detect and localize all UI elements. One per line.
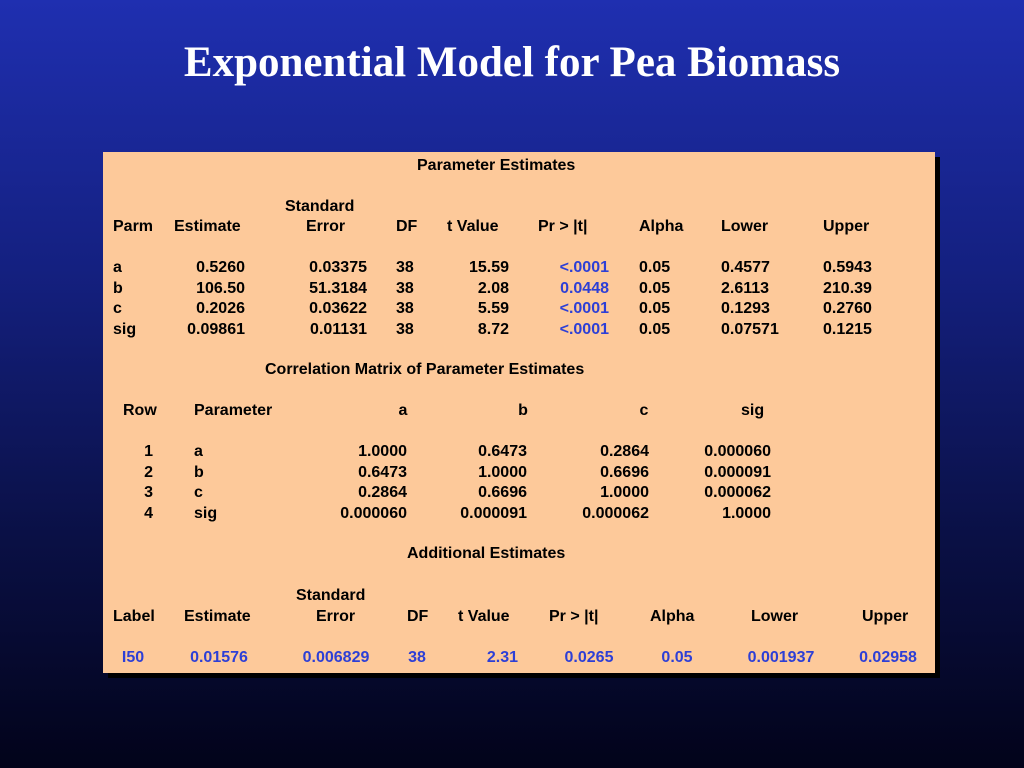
cm-cell-c: 0.6696 bbox=[600, 463, 649, 481]
cm-header-c: c bbox=[639, 402, 649, 419]
pe-cell-error: 0.01131 bbox=[310, 320, 367, 338]
cm-cell-sig: 0.000062 bbox=[704, 484, 771, 501]
pe-cell-error: 51.3184 bbox=[309, 279, 367, 297]
ae-cell-error: 0.006829 bbox=[302, 649, 370, 666]
pe-cell-alpha: 0.05 bbox=[639, 259, 671, 276]
cm-cell-parameter: c bbox=[194, 484, 203, 501]
ae-cell-parm: I50 bbox=[121, 649, 145, 666]
cm-cell-b: 0.6473 bbox=[478, 443, 527, 460]
cm-cell-c: 1.0000 bbox=[600, 484, 649, 501]
pe-cell-alpha: 0.05 bbox=[639, 320, 671, 338]
pe-header-upper: Upper bbox=[823, 218, 870, 235]
pe-cell-tvalue: 5.59 bbox=[477, 300, 509, 317]
cm-header-a: a bbox=[398, 402, 408, 419]
cm-cell-parameter: sig bbox=[194, 504, 218, 522]
pe-header-standard: Standard bbox=[285, 198, 355, 215]
cm-cell-c: 0.000062 bbox=[582, 504, 649, 522]
pe-cell-estimate: 0.09861 bbox=[187, 320, 245, 338]
ae-header-alpha: Alpha bbox=[650, 608, 695, 625]
pe-cell-estimate: 0.5260 bbox=[196, 259, 245, 276]
cm-cell-a: 1.0000 bbox=[358, 443, 407, 460]
pe-cell-lower: 0.1293 bbox=[721, 300, 770, 317]
cm-header-parameter: Parameter bbox=[194, 402, 273, 419]
pe-cell-lower: 0.4577 bbox=[721, 259, 770, 276]
pe-cell-df: 38 bbox=[396, 300, 414, 317]
cm-cell-sig: 0.000060 bbox=[704, 443, 771, 460]
pe-header-prob: Pr > |t| bbox=[538, 218, 588, 235]
ae-header-df: DF bbox=[407, 608, 429, 625]
cm-cell-b: 0.000091 bbox=[460, 504, 527, 522]
ae-cell-upper: 0.02958 bbox=[859, 649, 917, 666]
cm-cell-c: 0.2864 bbox=[600, 443, 649, 460]
pe-cell-error: 0.03375 bbox=[309, 259, 367, 276]
cm-cell-a: 0.2864 bbox=[358, 484, 407, 501]
ae-header-standard: Standard bbox=[296, 587, 366, 604]
pe-cell-parm: a bbox=[113, 259, 122, 276]
pe-cell-lower: 2.6113 bbox=[721, 279, 770, 297]
ae-cell-lower: 0.001937 bbox=[747, 649, 815, 666]
ae-header-lower: Lower bbox=[751, 608, 799, 625]
cm-cell-row: 2 bbox=[144, 463, 153, 481]
cm-cell-sig: 0.000091 bbox=[704, 463, 771, 481]
sas-output-panel bbox=[103, 152, 935, 673]
pe-cell-upper: 0.5943 bbox=[823, 259, 872, 276]
cm-header-sig: sig bbox=[741, 402, 765, 419]
pe-cell-estimate: 0.2026 bbox=[196, 300, 245, 317]
pe-cell-upper: 0.2760 bbox=[823, 300, 872, 317]
ae-cell-df: 38 bbox=[408, 649, 426, 666]
pe-cell-alpha: 0.05 bbox=[639, 279, 671, 297]
cm-cell-b: 1.0000 bbox=[478, 463, 527, 481]
slide-title: Exponential Model for Pea Biomass bbox=[183, 39, 841, 86]
ae-header-estimate: Estimate bbox=[184, 608, 251, 625]
cm-cell-parameter: a bbox=[194, 443, 203, 460]
cm-cell-parameter: b bbox=[194, 463, 204, 481]
pe-cell-prob: <.0001 bbox=[559, 320, 609, 338]
ae-header-upper: Upper bbox=[862, 608, 909, 625]
pe-header-estimate: Estimate bbox=[174, 218, 241, 235]
pe-cell-estimate: 106.50 bbox=[196, 279, 245, 297]
pe-header-lower: Lower bbox=[721, 218, 769, 235]
cm-cell-row: 3 bbox=[144, 484, 153, 501]
pe-cell-df: 38 bbox=[396, 279, 414, 297]
ae-header-error: Error bbox=[316, 608, 356, 625]
pe-header-parm: Parm bbox=[113, 218, 154, 235]
ae-cell-alpha: 0.05 bbox=[661, 649, 693, 666]
cm-cell-sig: 1.0000 bbox=[722, 504, 771, 522]
pe-header-df: DF bbox=[396, 218, 418, 235]
pe-cell-tvalue: 8.72 bbox=[477, 320, 509, 338]
cm-cell-row: 4 bbox=[144, 504, 153, 522]
cm-header-b: b bbox=[518, 402, 528, 419]
additional-estimates-heading: Additional Estimates bbox=[407, 545, 566, 562]
pe-cell-df: 38 bbox=[396, 259, 414, 276]
ae-cell-prob: 0.0265 bbox=[564, 649, 614, 666]
pe-cell-prob: <.0001 bbox=[559, 259, 609, 276]
pe-cell-prob: 0.0448 bbox=[560, 279, 609, 297]
cm-cell-b: 0.6696 bbox=[478, 484, 527, 501]
pe-cell-lower: 0.07571 bbox=[721, 320, 779, 338]
pe-cell-error: 0.03622 bbox=[309, 300, 367, 317]
pe-cell-parm: sig bbox=[113, 320, 137, 338]
pe-cell-df: 38 bbox=[396, 320, 414, 338]
ae-cell-tvalue: 2.31 bbox=[486, 649, 518, 666]
cm-cell-a: 0.6473 bbox=[358, 463, 407, 481]
pe-cell-tvalue: 15.59 bbox=[468, 259, 509, 276]
ae-header-prob: Pr > |t| bbox=[549, 608, 599, 625]
parameter-estimates-heading: Parameter Estimates bbox=[417, 157, 576, 174]
cm-cell-a: 0.000060 bbox=[340, 504, 407, 522]
cm-cell-row: 1 bbox=[144, 443, 153, 460]
pe-cell-parm: c bbox=[113, 300, 122, 317]
pe-cell-upper: 0.1215 bbox=[823, 320, 872, 338]
correlation-matrix-heading: Correlation Matrix of Parameter Estimates bbox=[265, 361, 585, 378]
pe-cell-alpha: 0.05 bbox=[639, 300, 671, 317]
pe-cell-parm: b bbox=[113, 279, 123, 297]
ae-cell-estimate: 0.01576 bbox=[190, 649, 248, 666]
ae-header-tvalue: t Value bbox=[458, 608, 510, 625]
pe-header-error: Error bbox=[306, 218, 346, 235]
pe-cell-upper: 210.39 bbox=[823, 279, 872, 297]
pe-header-tvalue: t Value bbox=[447, 218, 499, 235]
pe-header-alpha: Alpha bbox=[639, 218, 684, 235]
cm-header-row: Row bbox=[123, 402, 157, 419]
pe-cell-prob: <.0001 bbox=[559, 300, 609, 317]
pe-cell-tvalue: 2.08 bbox=[477, 279, 509, 297]
ae-header-label: Label bbox=[113, 608, 155, 625]
